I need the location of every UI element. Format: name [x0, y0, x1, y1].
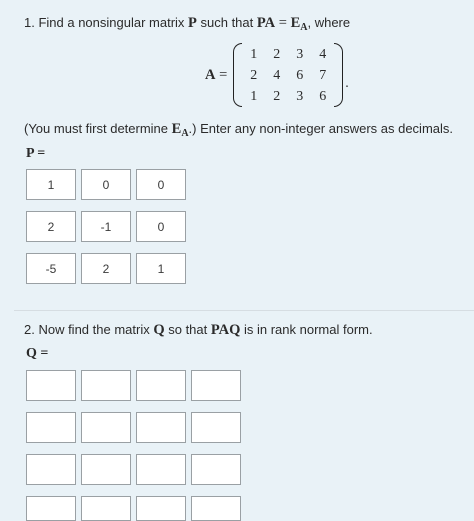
matrix-A-equals: =: [215, 66, 228, 83]
note-part2: .) Enter any non-integer answers as decimals.: [188, 121, 454, 136]
q1-prefix: 1. Find a nonsingular matrix: [24, 15, 189, 30]
question-1-text: [24, 15, 350, 33]
Q-input-r2c1[interactable]: [26, 412, 76, 443]
Q-label: Q =: [26, 346, 49, 361]
q1-equals: =: [275, 15, 291, 31]
q2-mid: so that: [164, 322, 211, 337]
matrix-period: .: [345, 76, 349, 91]
matrix-entry: 2: [273, 46, 281, 62]
Q-input-r4c1[interactable]: [26, 496, 76, 521]
matrix-A-name: A: [205, 66, 216, 83]
q1-P: P: [188, 15, 197, 31]
matrix-entry: 3: [296, 88, 304, 104]
P-input-r3c3[interactable]: [136, 253, 186, 284]
matrix-entry: 4: [273, 67, 281, 83]
matrix-entry: 2: [273, 88, 281, 104]
matrix-A-label: [205, 67, 227, 84]
Q-input-r4c3[interactable]: [136, 496, 186, 521]
q2-PAQ: PAQ: [210, 322, 241, 338]
matrix-entry: 3: [296, 46, 304, 62]
Q-input-r1c1[interactable]: [26, 370, 76, 401]
q1-PA: PA: [256, 15, 276, 31]
section-divider: [14, 310, 474, 311]
left-paren: [233, 43, 242, 107]
matrix-A: [205, 43, 349, 107]
Q-input-r3c3[interactable]: [136, 454, 186, 485]
P-input-r2c1[interactable]: [26, 211, 76, 242]
Q-input-r2c3[interactable]: [136, 412, 186, 443]
q2-prefix: 2. Now find the matrix: [24, 322, 154, 337]
P-input-r2c3[interactable]: [136, 211, 186, 242]
Q-input-r3c2[interactable]: [81, 454, 131, 485]
matrix-entry: 2: [250, 67, 258, 83]
Q-input-r1c3[interactable]: [136, 370, 186, 401]
right-paren: [334, 43, 343, 107]
Q-input-r1c4[interactable]: [191, 370, 241, 401]
q1-E-sub: A: [300, 22, 308, 33]
P-input-r3c2[interactable]: [81, 253, 131, 284]
matrix-entry: 6: [319, 88, 327, 104]
P-input-r1c2[interactable]: [81, 169, 131, 200]
note-part1: (You must first determine: [24, 121, 172, 136]
matrix-entry: 6: [296, 67, 304, 83]
question-2-text: [24, 322, 373, 339]
q2-suffix: is in rank normal form.: [240, 322, 373, 337]
P-input-r1c3[interactable]: [136, 169, 186, 200]
matrix-entry: 7: [319, 67, 327, 83]
Q-input-r4c4[interactable]: [191, 496, 241, 521]
q2-Q: Q: [153, 322, 165, 338]
note-E-sub: A: [181, 128, 189, 139]
q1-suffix: , where: [307, 15, 351, 30]
Q-input-r2c2[interactable]: [81, 412, 131, 443]
Q-input-r2c4[interactable]: [191, 412, 241, 443]
P-input-r3c1[interactable]: [26, 253, 76, 284]
Q-input-r3c1[interactable]: [26, 454, 76, 485]
matrix-entry: 1: [250, 88, 258, 104]
Q-input-r4c2[interactable]: [81, 496, 131, 521]
note-E: E: [171, 121, 182, 137]
Q-input-r1c2[interactable]: [81, 370, 131, 401]
q1-E: E: [290, 15, 301, 31]
instruction-note: [24, 121, 453, 139]
P-input-r1c1[interactable]: [26, 169, 76, 200]
P-label: P =: [26, 146, 46, 161]
matrix-entry: 4: [319, 46, 327, 62]
q1-mid: such that: [196, 15, 257, 30]
P-input-r2c2[interactable]: [81, 211, 131, 242]
matrix-entry: 1: [250, 46, 258, 62]
matrix-A-entries: [242, 44, 334, 107]
Q-input-r3c4[interactable]: [191, 454, 241, 485]
